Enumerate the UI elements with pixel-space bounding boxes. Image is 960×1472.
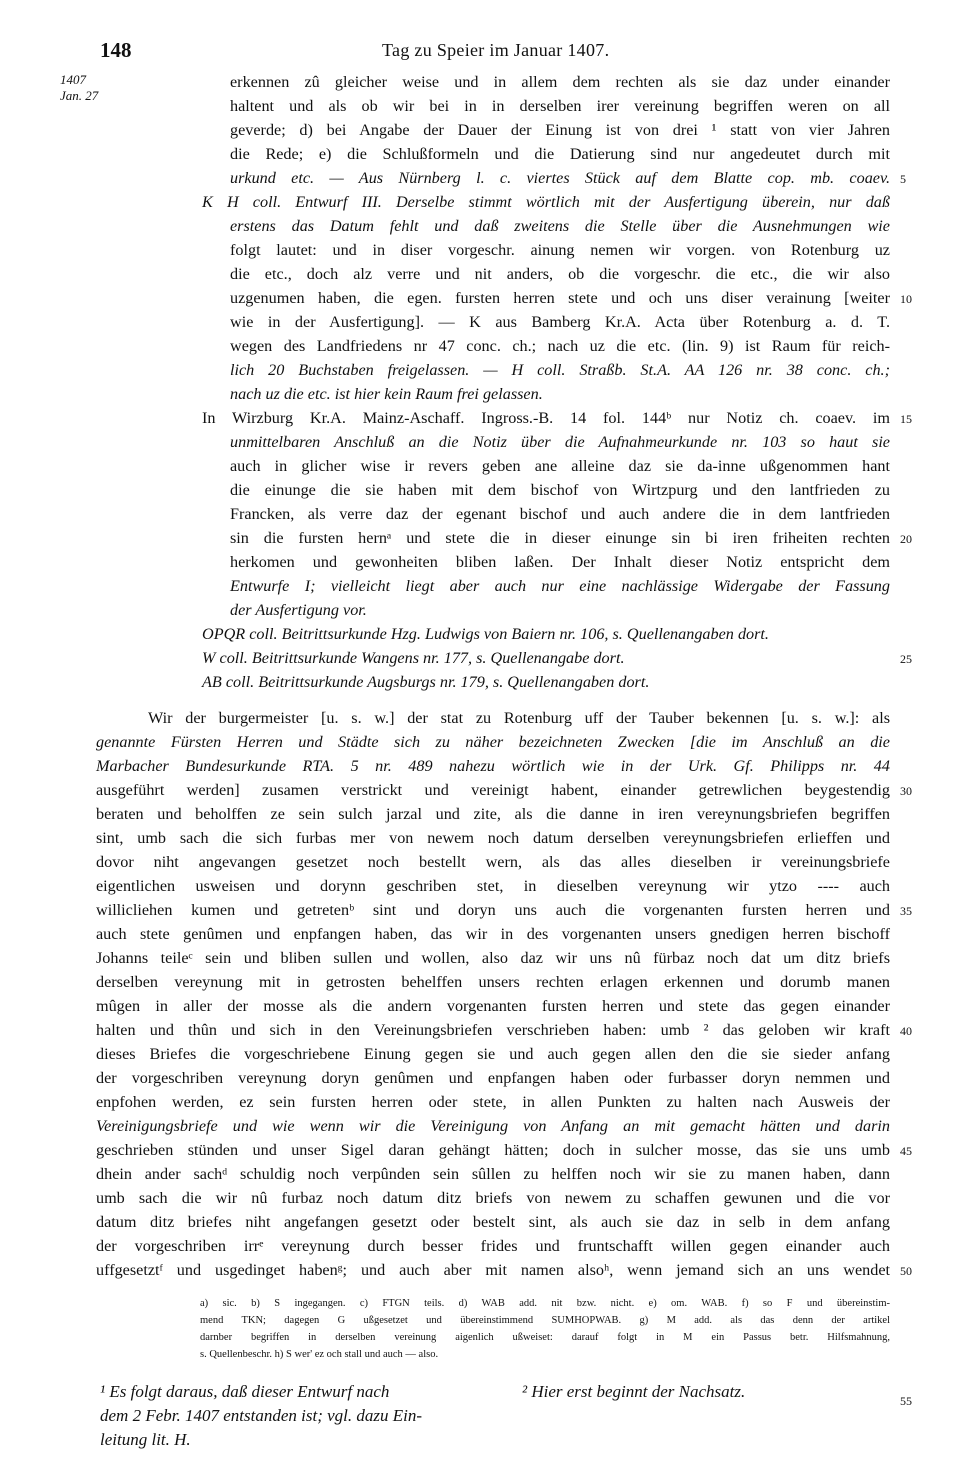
apparatus-line: urkund etc. — Aus Nürnberg l. c. viertes Stück auf dem Blatte cop. mb. coaev. bbox=[230, 169, 890, 187]
main-text-line: eigentlichen usweisen und dorynn geschriben stet, in dieselben vereynung wir ytzo ---- auch bbox=[96, 877, 890, 895]
apparatus-line: wegen des Landfriedens nr 47 conc. ch.; nach uz die etc. (lin. 9) ist Raum für reich- bbox=[230, 337, 890, 355]
apparatus-line: der Ausfertigung vor. bbox=[230, 601, 367, 619]
footnote-line: ¹ Es folgt daraus, daß dieser Entwurf nach bbox=[100, 1382, 390, 1401]
page-header bbox=[0, 38, 960, 68]
main-text-line: beraten und beholffen ze sein sulch jarzal und zite, als die danne in iren vereynungsbriefen begriffen bbox=[96, 805, 890, 823]
line-number: 55 bbox=[900, 1394, 912, 1408]
variant-line: darnber begriffen in derselben vereinung aigenlich ußweiset: darauf folgt in M ein Passus betr. Hilfsmahnung, bbox=[200, 1332, 890, 1343]
line-number: 30 bbox=[900, 784, 912, 798]
footnote-line: leitung lit. H. bbox=[100, 1430, 191, 1449]
main-text-line: auch stete genûmen und enpfangen haben, das wir in des vorgenanten unsers gnedigen herren bischoff bbox=[96, 925, 890, 943]
main-text-line: der vorgeschriben vereynung doryn genûmen und enpfangen haben oder furbasser doryn nemmen und bbox=[96, 1069, 890, 1087]
main-text-line: mûgen in aller der mosse als die andern vorgenanten fursten herren und stete das gegen einander bbox=[96, 997, 890, 1015]
apparatus-line: die Rede; e) die Schlußformeln und die Datierung sind nur angedeutet durch mit bbox=[230, 145, 890, 163]
apparatus-line: herkomen und gewonheiten bliben laßen. Der Inhalt dieser Notiz entspricht dem bbox=[230, 553, 890, 571]
apparatus-line: In Wirzburg Kr.A. Mainz-Aschaff. Ingross.-B. 14 fol. 144ᵇ nur Notiz ch. coaev. im bbox=[202, 409, 890, 427]
margin-year: 1407 bbox=[60, 72, 86, 87]
footnote-1 bbox=[100, 1380, 490, 1452]
footnote-line: dem 2 Febr. 1407 entstanden ist; vgl. dazu Ein- bbox=[100, 1406, 423, 1425]
footnote-line: ² Hier erst beginnt der Nachsatz. bbox=[522, 1382, 746, 1401]
apparatus-line: die einunge die sie haben mit dem bischof von Wirtzpurg und den lantfrieden zu bbox=[230, 481, 890, 499]
apparatus-line: Francken, als verre daz der egenant bischof und auch andere die in dem lantfrieden bbox=[230, 505, 890, 523]
apparatus-line: erstens das Datum fehlt und daß zweitens die Stelle über die Ausnehmungen wie bbox=[230, 217, 890, 235]
main-text-line: dieses Briefes die vorgeschriebene Einung gegen sie und auch gegen allen den die sie sieder anfang bbox=[96, 1045, 890, 1063]
line-number: 45 bbox=[900, 1144, 912, 1158]
variant-line: mend TKN; dagegen G ußgesetzet und übereinstimmend SUMHOPWAB. g) M add. als das denn der artikel bbox=[200, 1315, 890, 1326]
variant-line: s. Quellenbeschr. h) S wer' ez och stall und auch — also. bbox=[200, 1349, 439, 1360]
main-text-line: Marbacher Bundesurkunde RTA. 5 nr. 489 nahezu wörtlich wie in der Urk. Gf. Philipps nr. 44 bbox=[96, 757, 890, 775]
main-text-line: willicliehen kumen und getretenᵇ sint und doryn uns auch die vorgenanten fursten herren und bbox=[96, 901, 890, 919]
main-text-line: dhein ander sachᵈ schuldig noch verpûnden sein sûllen zu helffen noch wir sie zu manen haben, dann bbox=[96, 1165, 890, 1183]
main-text-line: Johanns teileᶜ sein und bliben sullen und wollen, also daz wir uns nû fürbaz noch dat um ditz briefs bbox=[96, 949, 890, 967]
line-number: 40 bbox=[900, 1024, 912, 1038]
apparatus-line: haltent und als ob wir bei in in derselben irer vereinung begriffen weren on all bbox=[230, 97, 890, 115]
page-number: 148 bbox=[100, 38, 132, 62]
main-text-line: geschrieben stünden und unser Sigel daran gehängt hätten; doch in sulcher mosse, das sie uns umb bbox=[96, 1141, 890, 1159]
line-number: 35 bbox=[900, 904, 912, 918]
apparatus-line: auch in glicher wise ir revers geben ane alleine daz sie da-inne ußgenommen hant bbox=[230, 457, 890, 475]
apparatus-line: nach uz die etc. ist hier kein Raum frei gelassen. bbox=[230, 385, 543, 403]
main-text-line: derselben vereynung mit in getrosten behelffen unsers rechten erlagen erkennen und dorumb manen bbox=[96, 973, 890, 991]
apparatus-line: erkennen zû gleicher weise und in allem dem rechten als sie daz under einander bbox=[230, 73, 890, 91]
apparatus-line: sin die fursten hernᵃ und stete die in dieser einunge sin bi iren friheiten rechten bbox=[230, 529, 890, 547]
apparatus-line: OPQR coll. Beitrittsurkunde Hzg. Ludwigs von Baiern nr. 106, s. Quellenangaben dort. bbox=[202, 625, 769, 643]
main-text-line: umb sach die wir nû furbaz noch datum ditz briefs von newem zu schaffen gewunen und die vor bbox=[96, 1189, 890, 1207]
margin-day: Jan. 27 bbox=[60, 88, 99, 103]
main-text-line: Wir der burgermeister [u. s. w.] der stat zu Rotenburg uff der Tauber bekennen [u. s. w.]: als bbox=[148, 709, 890, 727]
apparatus-line: unmittelbaren Anschluß an die Notiz über die Aufnahmeurkunde nr. 103 so haut sie bbox=[230, 433, 890, 451]
footnote-2 bbox=[522, 1380, 882, 1404]
apparatus-line: die etc., doch alz verre und nit anders, ob die vorgeschr. die etc., die wir also bbox=[230, 265, 890, 283]
line-number: 10 bbox=[900, 292, 912, 306]
main-text-line: der vorgeschriben irrᵉ vereynung durch besser frides und fruntschafft willen gegen einander auch bbox=[96, 1237, 890, 1255]
variant-line: a) sic. b) S ingegangen. c) FTGN teils. d) WAB add. nit bzw. nicht. e) om. WAB. f) so F und übereinstim- bbox=[200, 1298, 890, 1309]
running-head: Tag zu Speier im Januar 1407. bbox=[382, 40, 610, 60]
apparatus-line: K H coll. Entwurf III. Derselbe stimmt wörtlich mit der Ausfertigung überein, nur daß bbox=[202, 193, 890, 211]
line-number: 15 bbox=[900, 412, 912, 426]
main-text-line: sint, umb sach die sich furbas mer von newem noch datum derselben vereynungsbriefen erlieffen und bbox=[96, 829, 890, 847]
main-text-line: Vereinigungsbriefe und wie wenn wir die Vereinigung von Anfang an mit gemacht hätten und darin bbox=[96, 1117, 890, 1135]
apparatus-line: Entwurfe I; vielleicht liegt aber auch nur eine nachlässige Widergabe der Fassung bbox=[230, 577, 890, 595]
main-text-line: genannte Fürsten Herren und Städte sich zu näher bezeichneten Zwecken [die im Anschluß an die bbox=[96, 733, 890, 751]
main-text-line: halten und thûn und sich in den Vereinungsbriefen verschrieben haben: umb ² das geloben wir kraft bbox=[96, 1021, 890, 1039]
apparatus-line: folgt lautet: und in diser vorgeschr. ainung nemen wir vorgen. von Rotenburg uz bbox=[230, 241, 890, 259]
apparatus-line: uzgenumen haben, die egen. fursten herren stete und och uns diser verainung [weiter bbox=[230, 289, 890, 307]
line-number: 5 bbox=[900, 172, 906, 186]
apparatus-line: geverde; d) bei Angabe der Dauer der Einung ist von drei ¹ statt von vier Jahren bbox=[230, 121, 890, 139]
line-number: 20 bbox=[900, 532, 912, 546]
apparatus-line: AB coll. Beitrittsurkunde Augsburgs nr. 179, s. Quellenangaben dort. bbox=[202, 673, 650, 691]
line-number: 50 bbox=[900, 1264, 912, 1278]
line-number: 25 bbox=[900, 652, 912, 666]
main-text-line: ausgeführt werden] zusamen verstrickt und vereinigt habent, einander getrewlichen beygestendig bbox=[96, 781, 890, 799]
apparatus-line: lich 20 Buchstaben freigelassen. — H coll. Straßb. St.A. AA 126 nr. 38 conc. ch.; bbox=[230, 361, 890, 379]
apparatus-line: W coll. Beitrittsurkunde Wangens nr. 177, s. Quellenangabe dort. bbox=[202, 649, 625, 667]
main-text-line: enpfohen werden, ez sein fursten herren oder stete, in allen Punkten zu halten nach Ausweis der bbox=[96, 1093, 890, 1111]
apparatus-line: wie in der Ausfertigung]. — K aus Bamberg Kr.A. Acta über Rotenburg a. d. T. bbox=[230, 313, 890, 331]
main-text-line: uffgesetztᶠ und usgedinget habenᵍ; und auch aber mit namen alsoʰ, wenn jemand sich an uns wendet bbox=[96, 1261, 890, 1279]
main-text-line: dovor niht angevangen gesetzet noch bestellt wern, als das alles dieselben ir vereinungsbriefe bbox=[96, 853, 890, 871]
main-text-line: datum ditz briefes niht angefangen gesetzt oder bestelt sint, als auch sie daz in selb in dem anfang bbox=[96, 1213, 890, 1231]
